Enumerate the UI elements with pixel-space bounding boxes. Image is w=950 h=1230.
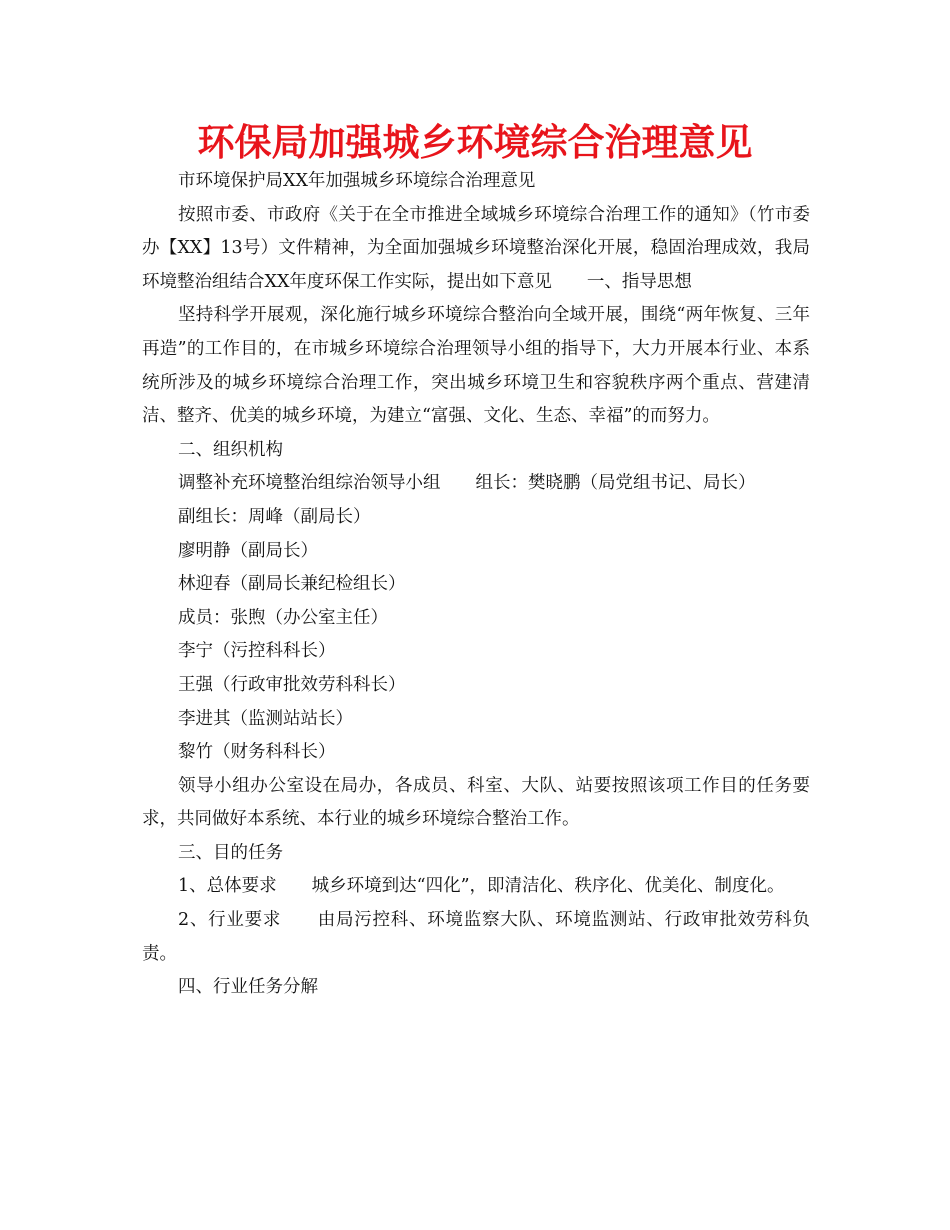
- member-line: 王强（行政审批效劳科科长）: [178, 674, 406, 695]
- section-heading-organization: 二、组织机构: [178, 439, 283, 460]
- leader-line: 调整补充环境整治组综治领导小组 组长：樊晓鹏（局党组书记、局长）: [178, 473, 756, 494]
- member-line: 成员：张煦（办公室主任）: [178, 607, 388, 628]
- guiding-thought-paragraph: 坚持科学开展观，深化施行城乡环境综合整治向全域开展，围绕“两年恢复、三年再造”的工作目的，在市城乡环境综合治理领导小组的指导下，大力开展本行业、本系统所涉及的城乡环境综合治理工作，突出城乡环境卫生和容貌秩序两个重点、营建清洁、整齐、优美的城乡环境，为建立“富强、文化、生态、幸福”的而努力。: [142, 305, 810, 427]
- member-line: 林迎春（副局长兼纪检组长）: [178, 574, 406, 595]
- document-body: [142, 165, 810, 1005]
- member-line: 李宁（污控科科长）: [178, 641, 336, 662]
- office-paragraph: 领导小组办公室设在局办，各成员、科室、大队、站要按照该项工作目的任务要求，共同做好本系统、本行业的城乡环境综合整治工作。: [142, 775, 810, 830]
- section-heading-tasks: 三、目的任务: [178, 842, 283, 863]
- document-subtitle: 市环境保护局XX年加强城乡环境综合治理意见: [178, 171, 536, 191]
- deputy-leader-line: 副组长：周峰（副局长）: [178, 506, 371, 527]
- member-line: 廖明静（副局长）: [178, 540, 318, 561]
- document-title: 环保局加强城乡环境综合治理意见: [197, 121, 753, 164]
- member-line: 黎竹（财务科科长）: [178, 742, 336, 763]
- industry-requirements-paragraph: 2、行业要求 由局污控科、环境监察大队、环境监测站、行政审批效劳科负责。: [142, 910, 810, 964]
- member-line: 李进其（监测站站长）: [178, 708, 353, 729]
- section-heading-task-breakdown: 四、行业任务分解: [178, 977, 318, 998]
- intro-paragraph: 按照市委、市政府《关于在全市推进全域城乡环境综合治理工作的通知》（竹市委办【XX】13号）文件精神，为全面加强城乡环境整治深化开展，稳固治理成效，我局环境整治组结合XX年度环保工作实际，提出如下意见 一、指导思想: [142, 204, 810, 292]
- general-requirements-paragraph: 1、总体要求 城乡环境到达“四化”，即清洁化、秩序化、优美化、制度化。: [178, 876, 785, 897]
